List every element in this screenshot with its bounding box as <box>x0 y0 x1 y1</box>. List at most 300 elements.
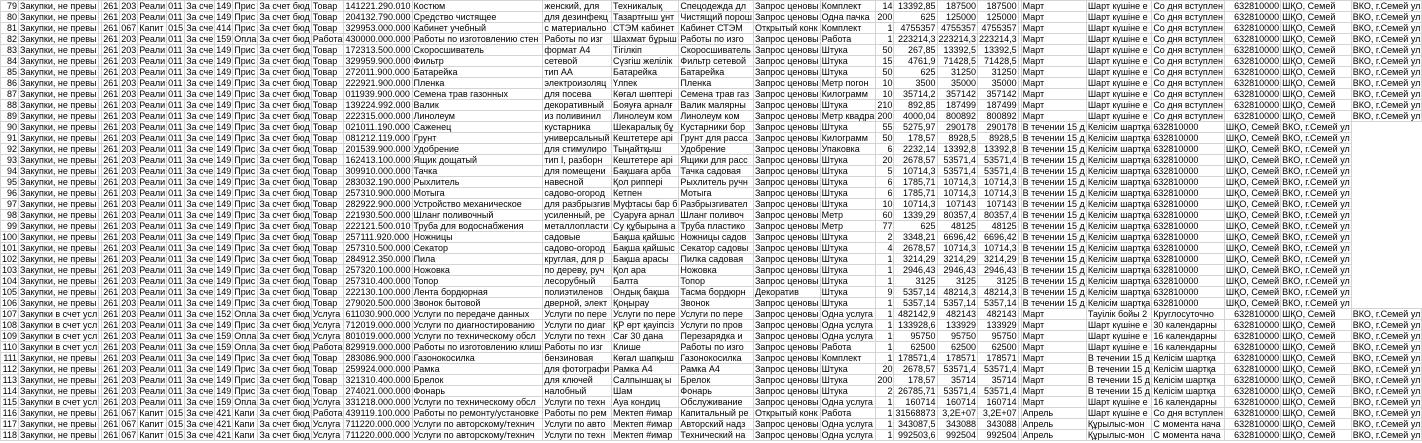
table-cell[interactable]: Сағ 30 дана <box>612 331 679 342</box>
table-cell[interactable]: Штука <box>820 177 876 188</box>
table-cell[interactable]: 35000 <box>937 78 978 89</box>
table-cell[interactable]: Прис <box>233 133 258 144</box>
table-cell[interactable]: 992504 <box>978 430 1019 441</box>
table-cell[interactable]: Капит <box>138 419 167 430</box>
table-cell[interactable]: Қол ара <box>612 265 679 276</box>
table-cell[interactable]: Пленка <box>679 78 754 89</box>
table-cell[interactable]: ВКО, г.Семей ул <box>1352 67 1421 77</box>
table-cell[interactable]: ВКО, г.Семей ул <box>1282 298 1350 308</box>
table-cell[interactable]: За счет бюд <box>259 210 310 220</box>
table-cell[interactable]: 261 <box>103 67 119 77</box>
table-cell[interactable]: За счет бюд <box>259 408 310 418</box>
table-cell[interactable]: 149 <box>216 232 232 242</box>
table-cell[interactable]: Штука <box>820 122 876 133</box>
table-cell[interactable]: 632810000 <box>1224 67 1280 78</box>
table-cell[interactable]: За сче <box>186 298 214 308</box>
table-cell[interactable]: 203 <box>121 67 137 77</box>
table-cell[interactable]: 95750 <box>894 331 937 342</box>
table-cell[interactable]: 261 <box>103 89 119 99</box>
table-cell[interactable]: Услуга <box>311 331 344 342</box>
table-cell[interactable]: 011 <box>167 221 185 232</box>
table-cell[interactable]: Штука <box>820 364 876 375</box>
table-cell[interactable]: 112 <box>1 364 19 375</box>
table-cell[interactable]: 203 <box>121 12 137 22</box>
table-cell[interactable]: 011 <box>167 254 185 265</box>
table-cell[interactable]: В течении 15 д <box>1087 353 1151 363</box>
table-cell[interactable]: 343088 <box>937 419 978 430</box>
table-cell[interactable]: Тазартғыш ұнт <box>612 12 679 23</box>
table-cell[interactable]: Реали <box>139 122 166 132</box>
table-cell[interactable]: 011 <box>167 34 185 45</box>
table-cell[interactable]: Товар <box>311 166 344 177</box>
table-cell[interactable]: Семена трав газ <box>679 89 754 100</box>
table-cell[interactable]: ШҚО, Семей <box>1281 100 1352 111</box>
table-cell[interactable]: Шарт күшіне е <box>1086 331 1152 342</box>
table-cell[interactable]: Шарт күшіне е <box>1086 78 1152 89</box>
table-cell[interactable]: ВКО, г.Семей ул <box>1352 309 1421 319</box>
table-cell[interactable]: 1 <box>876 265 894 276</box>
table-cell[interactable]: 149 <box>216 89 232 99</box>
table-cell[interactable]: 067 <box>121 23 137 33</box>
table-cell[interactable]: 259924.000.000 <box>345 364 411 374</box>
table-cell[interactable]: Март <box>1021 12 1086 23</box>
table-cell[interactable]: Работа <box>820 408 876 419</box>
table-cell[interactable]: Апрель <box>1021 408 1086 419</box>
table-cell[interactable]: 331218.000.000 <box>345 397 411 407</box>
table-cell[interactable]: Одна услуга <box>820 331 876 342</box>
table-cell[interactable]: Рамка <box>412 364 543 375</box>
table-cell[interactable]: 992504 <box>937 430 978 441</box>
table-cell[interactable]: За счет бюд <box>259 375 310 385</box>
table-cell[interactable]: Прис <box>233 1 258 12</box>
table-cell[interactable]: 261 <box>103 12 119 22</box>
table-cell[interactable]: 203 <box>121 320 137 330</box>
table-cell[interactable]: ШҚО, Семей <box>1281 111 1352 122</box>
table-cell[interactable]: 261 <box>103 287 119 297</box>
table-cell[interactable]: Штука <box>820 199 876 210</box>
table-cell[interactable]: За сче <box>186 408 214 418</box>
table-cell[interactable]: Муфтасы бар б <box>613 199 678 209</box>
table-cell[interactable]: Шарт күшіне е <box>1086 397 1152 408</box>
table-cell[interactable]: 421 <box>216 430 232 440</box>
table-cell[interactable]: Открытый конк <box>753 23 820 34</box>
table-cell[interactable]: За сче <box>186 188 214 198</box>
table-cell[interactable]: 203 <box>121 177 137 187</box>
table-cell[interactable]: Капит <box>138 23 167 34</box>
table-cell[interactable]: для фотографи <box>543 364 612 375</box>
table-cell[interactable]: За счет бюд <box>259 23 310 33</box>
table-cell[interactable]: За сче <box>186 254 214 264</box>
table-cell[interactable]: Авторский надз <box>679 419 754 430</box>
table-cell[interactable]: За сче <box>186 89 214 99</box>
table-cell[interactable]: ШҚО, Семей <box>1281 375 1352 386</box>
table-cell[interactable]: 2946,43 <box>894 265 937 276</box>
table-cell[interactable]: 829919.000.000 <box>345 342 411 352</box>
table-cell[interactable]: Техникалық <box>612 1 679 12</box>
table-cell[interactable]: 149 <box>216 56 232 66</box>
table-cell[interactable]: Валик <box>412 100 543 111</box>
table-cell[interactable]: 149 <box>216 166 232 176</box>
table-cell[interactable]: Запрос ценовы <box>754 111 819 121</box>
table-cell[interactable]: 10714,3 <box>978 177 1019 188</box>
table-cell[interactable]: За счет бюд <box>259 331 310 341</box>
table-cell[interactable]: Услуга <box>311 430 344 441</box>
table-cell[interactable]: 274021.000.000 <box>345 386 411 396</box>
table-cell[interactable]: Прис <box>233 276 258 287</box>
table-cell[interactable]: Килограмм <box>820 89 876 100</box>
table-cell[interactable]: 011 <box>167 243 185 254</box>
table-cell[interactable]: Прис <box>233 67 258 78</box>
table-cell[interactable]: Запрос ценовы <box>754 166 819 176</box>
table-cell[interactable]: За сче <box>186 34 214 44</box>
table-cell[interactable]: 149 <box>216 254 232 264</box>
table-cell[interactable]: Рыхлитель <box>412 177 543 188</box>
table-cell[interactable]: Одна услуга <box>820 430 876 441</box>
table-cell[interactable]: Март <box>1021 1 1086 12</box>
table-cell[interactable]: 261 <box>103 342 119 352</box>
table-cell[interactable]: Одна услуга <box>820 397 876 408</box>
table-cell[interactable]: 011 <box>167 397 185 408</box>
table-cell[interactable]: 800892 <box>978 111 1019 122</box>
table-cell[interactable]: Фильтр <box>412 56 543 67</box>
table-cell[interactable]: Реали <box>139 45 166 55</box>
table-cell[interactable]: Реали <box>139 353 166 363</box>
table-cell[interactable]: Шарт күшіне е <box>1086 1 1152 12</box>
table-cell[interactable]: Реали <box>139 67 166 77</box>
table-cell[interactable]: 632810000 <box>1224 364 1280 375</box>
table-cell[interactable]: 2678,57 <box>894 364 937 375</box>
table-cell[interactable]: 152 <box>216 309 232 319</box>
table-cell[interactable]: Услуги по техн <box>543 397 612 408</box>
table-cell[interactable]: ШҚО, Семей <box>1225 232 1280 242</box>
table-cell[interactable]: ШҚО, Семей <box>1281 12 1352 23</box>
table-cell[interactable]: Прис <box>233 12 258 23</box>
table-cell[interactable]: 35000 <box>978 78 1019 89</box>
table-cell[interactable]: 30 календарны <box>1152 320 1225 331</box>
table-cell[interactable]: 261 <box>103 232 119 242</box>
table-cell[interactable]: Прис <box>233 265 258 276</box>
table-cell[interactable]: За сче <box>186 177 214 187</box>
table-cell[interactable]: 203 <box>121 45 137 55</box>
table-cell[interactable]: Товар <box>311 144 344 155</box>
table-cell[interactable]: Труба для водоснабжения <box>412 221 543 232</box>
table-cell[interactable]: Брелок <box>679 375 754 386</box>
table-cell[interactable]: ШҚО, Семей <box>1225 188 1280 198</box>
table-cell[interactable]: Закупки, не превы <box>19 375 99 386</box>
table-cell[interactable]: Скоросшиватель <box>679 45 754 56</box>
table-cell[interactable]: ШҚО, Семей <box>1281 342 1352 353</box>
table-cell[interactable]: 55 <box>876 122 894 133</box>
table-cell[interactable]: 92 <box>1 144 19 155</box>
table-cell[interactable]: 160714 <box>894 397 937 408</box>
table-cell[interactable]: Закупки, не превы <box>19 100 99 111</box>
table-cell[interactable]: 48125 <box>937 221 978 232</box>
table-cell[interactable]: Келісім шартқа <box>1152 386 1225 397</box>
table-cell[interactable]: За сче <box>186 276 214 286</box>
table-cell[interactable]: из поливинил <box>543 111 612 122</box>
table-cell[interactable]: За сче <box>186 133 214 143</box>
table-cell[interactable]: 10714,3 <box>894 199 937 210</box>
table-cell[interactable]: Штука <box>820 243 876 254</box>
table-cell[interactable]: 13392,8 <box>937 144 978 155</box>
table-cell[interactable]: ВКО, г.Семей ул <box>1352 1 1421 11</box>
table-cell[interactable]: 261 <box>103 386 119 396</box>
table-cell[interactable]: 107143 <box>978 199 1019 210</box>
table-cell[interactable]: 53571,4 <box>978 386 1019 397</box>
table-cell[interactable]: 187500 <box>978 1 1019 12</box>
table-cell[interactable]: За сче <box>186 331 214 341</box>
table-cell[interactable]: 116 <box>1 408 19 419</box>
table-cell[interactable]: Закупки, не превы <box>19 430 99 441</box>
table-cell[interactable]: Товар <box>311 210 344 221</box>
table-cell[interactable]: Март <box>1021 56 1086 67</box>
table-cell[interactable]: дверной, элект <box>543 298 612 309</box>
table-cell[interactable]: Тыңайтқыш <box>612 144 679 155</box>
table-cell[interactable]: Секатор <box>412 243 543 254</box>
table-cell[interactable]: Товар <box>311 133 344 144</box>
table-cell[interactable]: 632810000 <box>1152 133 1225 144</box>
table-cell[interactable]: 3214,29 <box>894 254 937 265</box>
table-cell[interactable]: Товар <box>311 265 344 276</box>
table-cell[interactable]: 48214,3 <box>978 287 1019 298</box>
table-cell[interactable]: За счет бюд <box>259 67 310 77</box>
table-cell[interactable]: 149 <box>216 386 232 396</box>
table-cell[interactable]: Прис <box>233 155 258 166</box>
table-cell[interactable]: Со дня вступлен <box>1153 89 1223 99</box>
table-cell[interactable]: Сүзгіш желілік <box>612 56 679 67</box>
table-cell[interactable]: 203 <box>121 298 137 308</box>
table-cell[interactable]: 91 <box>1 133 19 144</box>
table-cell[interactable]: Услуги по диагностированию <box>412 320 543 331</box>
table-cell[interactable]: Келісім шартқа <box>1087 254 1151 264</box>
table-cell[interactable]: Шланг поливочный <box>412 210 543 221</box>
table-cell[interactable]: За счет бюд <box>259 287 310 297</box>
table-cell[interactable]: Запрос ценовы <box>754 298 819 308</box>
table-cell[interactable]: 222121.500.010 <box>345 221 411 231</box>
table-cell[interactable]: 711220.000.000 <box>344 419 412 430</box>
table-cell[interactable]: Прис <box>233 386 258 397</box>
table-cell[interactable]: Келісім шартқа <box>1087 287 1151 297</box>
table-cell[interactable]: Март <box>1021 67 1086 78</box>
table-cell[interactable]: Закупки, не превы <box>19 155 99 166</box>
table-cell[interactable]: Прис <box>233 45 258 56</box>
table-cell[interactable]: 257310.900.000 <box>345 188 411 198</box>
table-cell[interactable]: Март <box>1021 320 1086 331</box>
table-cell[interactable]: 203 <box>121 166 137 176</box>
table-cell[interactable]: 011 <box>167 353 185 364</box>
table-cell[interactable]: Прис <box>233 210 258 221</box>
table-cell[interactable]: круглая, для р <box>543 254 612 265</box>
table-cell[interactable]: 011 <box>167 45 185 56</box>
table-cell[interactable]: 114 <box>1 386 19 397</box>
table-cell[interactable]: Прис <box>233 375 258 386</box>
table-cell[interactable]: 108 <box>2 320 18 330</box>
table-cell[interactable]: Шарт күшіне е <box>1086 89 1152 100</box>
table-cell[interactable]: навесной <box>543 177 612 188</box>
table-cell[interactable]: Март <box>1021 364 1086 375</box>
table-cell[interactable]: Услуги по техн <box>543 430 612 441</box>
table-cell[interactable]: Март <box>1021 78 1086 89</box>
table-cell[interactable]: 482143 <box>978 309 1019 320</box>
table-cell[interactable]: ВКО, г.Семей ул <box>1282 287 1350 297</box>
table-cell[interactable]: Закупки, не превы <box>19 287 99 298</box>
table-cell[interactable]: Прис <box>233 78 258 89</box>
table-cell[interactable]: ВКО, г.Семей ул <box>1352 45 1421 55</box>
table-cell[interactable]: ШҚО, Семей <box>1281 397 1352 408</box>
table-cell[interactable]: 1 <box>876 419 894 430</box>
table-cell[interactable]: садово-огород <box>543 243 612 254</box>
table-cell[interactable]: 159 <box>216 397 232 407</box>
table-cell[interactable]: 261 <box>103 166 119 176</box>
table-cell[interactable]: Прис <box>233 287 258 298</box>
table-cell[interactable]: Реали <box>139 144 166 154</box>
table-cell[interactable]: Товар <box>311 111 344 122</box>
table-cell[interactable]: 10 <box>876 78 894 89</box>
table-cell[interactable]: За сче <box>186 1 214 11</box>
table-cell[interactable]: 210 <box>877 100 893 110</box>
table-cell[interactable]: 5275,97 <box>894 122 937 133</box>
table-cell[interactable]: 3,2E+07 <box>978 408 1019 419</box>
table-cell[interactable]: ВКО, г.Семей ул <box>1282 199 1350 209</box>
table-cell[interactable]: Фильтр сетевой <box>679 56 754 67</box>
table-cell[interactable]: ШҚО, Семей <box>1225 221 1280 231</box>
table-cell[interactable]: 309910.000.000 <box>345 166 411 176</box>
table-cell[interactable]: 133928,6 <box>894 320 937 331</box>
table-cell[interactable]: 5357,14 <box>894 287 937 298</box>
table-cell[interactable]: Келісім шартқа <box>1087 221 1151 231</box>
table-cell[interactable]: 53571,4 <box>937 166 978 177</box>
table-cell[interactable]: 261 <box>103 364 119 374</box>
table-cell[interactable]: 625 <box>894 67 937 78</box>
table-cell[interactable]: Тачка садовая <box>679 166 754 177</box>
table-cell[interactable]: Со дня вступлен <box>1153 12 1223 22</box>
table-cell[interactable]: Прис <box>233 188 258 199</box>
table-cell[interactable]: Тігілкіп <box>612 45 679 56</box>
table-cell[interactable]: 149 <box>216 375 232 385</box>
table-cell[interactable]: Реали <box>139 34 166 44</box>
table-cell[interactable]: Апрель <box>1021 419 1086 430</box>
table-cell[interactable]: Прис <box>233 56 258 67</box>
table-cell[interactable]: Услуга <box>311 419 344 430</box>
table-cell[interactable]: Капи <box>233 408 258 419</box>
table-cell[interactable]: 26785,71 <box>894 386 937 397</box>
table-cell[interactable]: 011 <box>167 276 185 287</box>
table-cell[interactable]: За счет бюд <box>259 397 310 407</box>
table-cell[interactable]: Мектеп #имар <box>612 419 679 430</box>
table-cell[interactable]: 204132.790.000 <box>345 12 411 22</box>
table-cell[interactable]: За сче <box>186 45 214 55</box>
table-cell[interactable]: За счет бюд <box>259 111 310 121</box>
table-cell[interactable]: Товар <box>311 78 344 89</box>
table-cell[interactable]: Запрос ценовы <box>754 353 819 363</box>
table-cell[interactable]: с материально <box>543 23 612 34</box>
table-cell[interactable]: Капи <box>233 430 258 441</box>
table-cell[interactable]: ВКО, г.Семей ул <box>1282 265 1350 275</box>
table-cell[interactable]: Капит <box>138 430 167 441</box>
table-cell[interactable]: 149 <box>216 243 232 253</box>
table-cell[interactable]: 149 <box>216 78 232 88</box>
table-cell[interactable]: За счет бюд <box>259 100 310 110</box>
table-cell[interactable]: Закупки в счет усл <box>20 397 98 407</box>
table-cell[interactable]: Звонок <box>679 298 754 309</box>
table-cell[interactable]: Работы по рем <box>543 408 612 419</box>
table-cell[interactable]: 1339,29 <box>894 210 937 221</box>
table-cell[interactable]: Реали <box>139 232 166 242</box>
table-cell[interactable]: 149 <box>216 210 232 220</box>
table-cell[interactable]: Март <box>1021 331 1086 342</box>
table-cell[interactable]: Запрос ценовы <box>754 122 819 132</box>
table-cell[interactable]: 99 <box>1 221 19 232</box>
table-cell[interactable]: Реали <box>139 331 166 341</box>
table-cell[interactable]: 2946,43 <box>978 265 1019 276</box>
table-cell[interactable]: За сче <box>186 12 214 22</box>
table-cell[interactable]: Апрель <box>1021 430 1086 441</box>
table-cell[interactable]: 160714 <box>978 397 1019 408</box>
table-cell[interactable]: Шарт күшіне е <box>1086 12 1152 23</box>
table-cell[interactable]: Батарейка <box>612 67 679 78</box>
table-cell[interactable]: 081212.119.000 <box>344 133 412 144</box>
table-cell[interactable]: Удобрение <box>679 144 754 155</box>
table-cell[interactable]: 149 <box>216 265 232 275</box>
table-cell[interactable]: Үлпек <box>612 78 679 89</box>
table-cell[interactable]: 329959.900.000 <box>345 56 411 66</box>
table-cell[interactable]: Запрос ценовы <box>754 342 819 352</box>
table-cell[interactable]: 31250 <box>937 67 978 78</box>
table-cell[interactable]: 261 <box>103 309 119 319</box>
table-cell[interactable]: Мотыга <box>679 188 754 199</box>
table-cell[interactable]: Закупки, не превы <box>19 298 99 309</box>
table-cell[interactable]: За счет бюд <box>259 386 310 396</box>
table-cell[interactable]: 261 <box>103 100 119 110</box>
table-cell[interactable]: ВКО, г.Семей ул <box>1352 364 1421 374</box>
table-cell[interactable]: Со дня вступлен <box>1153 23 1223 33</box>
table-cell[interactable]: За счет бюд <box>259 265 310 275</box>
table-cell[interactable]: Опла <box>234 309 257 319</box>
table-cell[interactable]: тип I, разборн <box>543 155 612 166</box>
table-cell[interactable]: 261 <box>103 34 119 44</box>
table-cell[interactable]: ШҚО, Семей <box>1281 364 1352 375</box>
table-cell[interactable]: Ондық бақша <box>612 287 679 298</box>
table-cell[interactable]: Запрос ценовы <box>754 430 819 440</box>
table-cell[interactable]: Бақшаға арба <box>612 166 679 177</box>
table-cell[interactable]: С момента нача <box>1152 419 1225 430</box>
table-cell[interactable]: Ножницы <box>412 232 543 243</box>
table-cell[interactable]: 284912.350.000 <box>345 254 411 264</box>
table-cell[interactable]: 80357,4 <box>937 210 978 221</box>
table-cell[interactable]: 4755357 <box>937 23 978 34</box>
table-cell[interactable]: ВКО, г.Семей ул <box>1282 254 1350 264</box>
table-cell[interactable]: 011 <box>167 188 185 199</box>
table-cell[interactable]: За сче <box>186 144 214 154</box>
table-cell[interactable]: 011 <box>167 177 185 188</box>
table-cell[interactable]: 011 <box>167 309 185 320</box>
table-cell[interactable]: 343088 <box>978 419 1019 430</box>
table-cell[interactable]: Работы по изготовлению клиш <box>413 342 542 352</box>
table-cell[interactable]: За сче <box>186 243 214 253</box>
table-cell[interactable]: 632810000 <box>1224 331 1280 342</box>
table-cell[interactable]: 800892 <box>937 111 978 122</box>
table-cell[interactable]: Март <box>1021 89 1086 100</box>
table-cell[interactable]: Услуги по авто <box>543 419 612 430</box>
table-cell[interactable]: ВКО, г.Семей ул <box>1352 397 1421 407</box>
table-cell[interactable]: полиэтиленов <box>543 287 612 298</box>
table-cell[interactable]: Келісім шартқа <box>1087 298 1151 308</box>
table-cell[interactable]: Келісім шартқа <box>1087 166 1151 176</box>
table-cell[interactable]: Работы по изго <box>679 34 754 45</box>
table-cell[interactable]: Устройство механическое <box>412 199 543 210</box>
table-cell[interactable]: Работа <box>820 34 876 45</box>
table-cell[interactable]: 203 <box>121 133 137 143</box>
